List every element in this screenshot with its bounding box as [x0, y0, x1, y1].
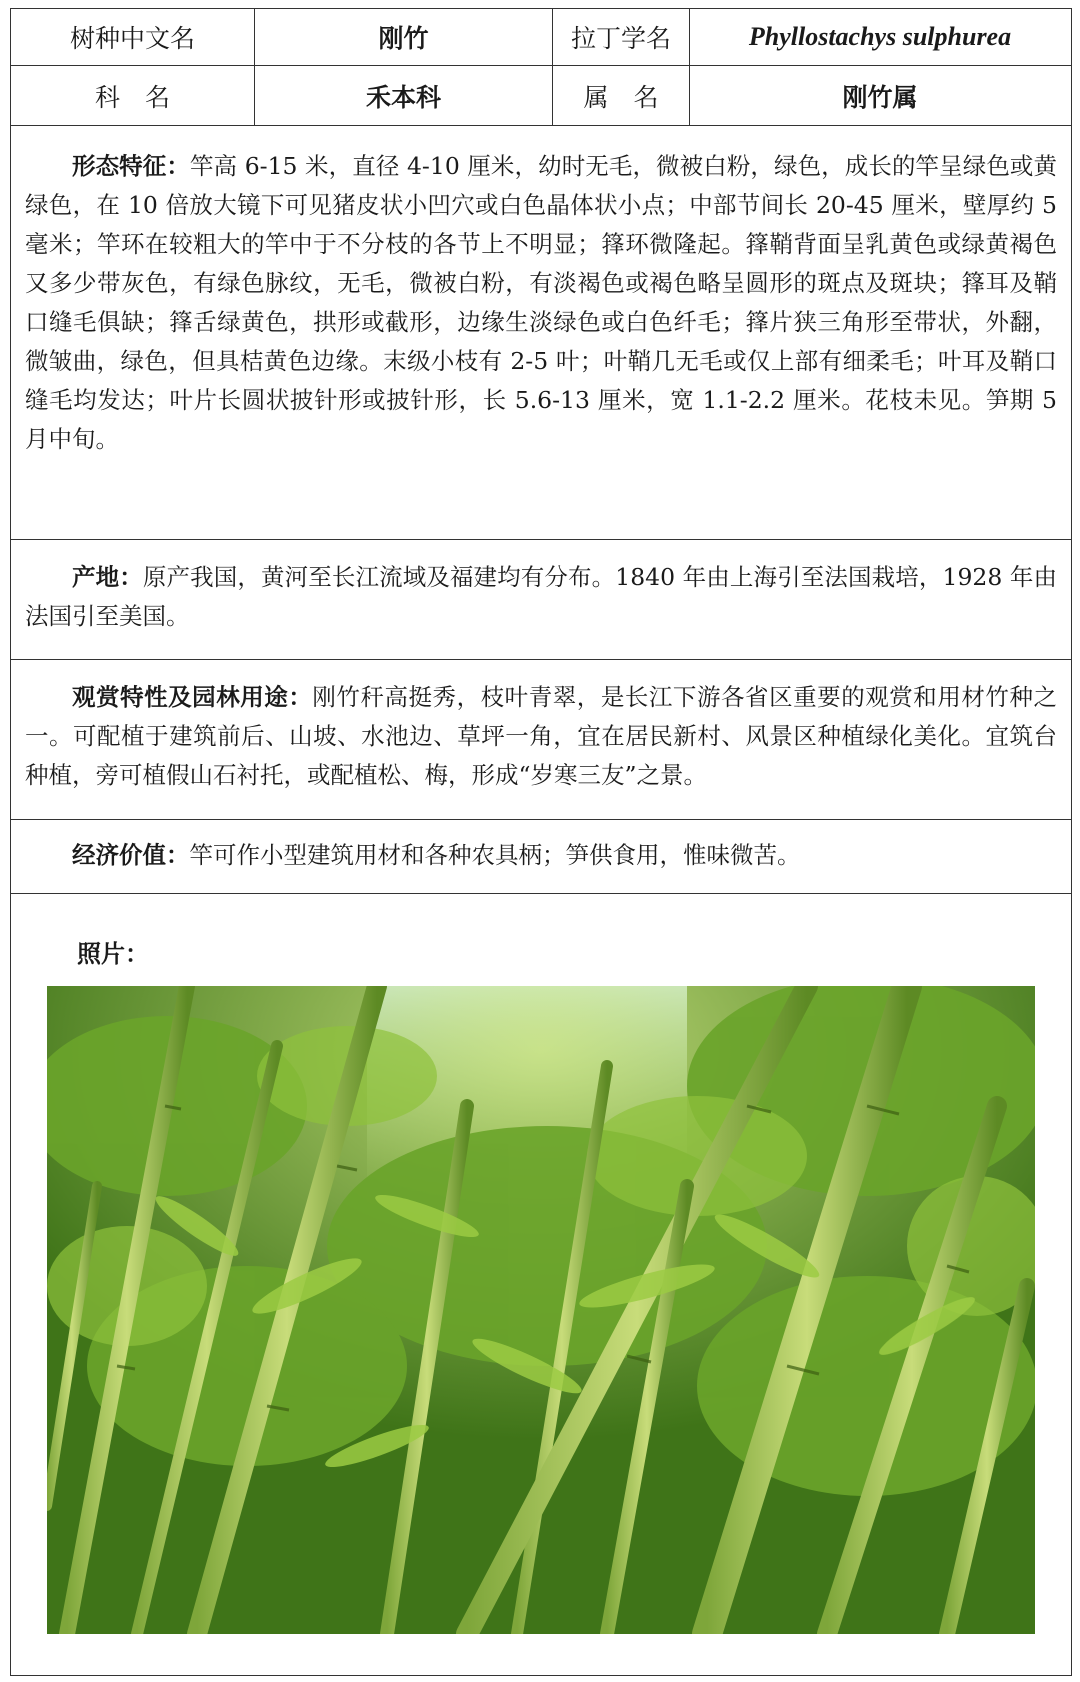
species-card: [10, 8, 1072, 1676]
header-row-1: [11, 9, 1071, 66]
ornamental-text: 刚竹秆高挺秀，枝叶青翠，是长江下游各省区重要的观赏和用材竹种之一。可配植于建筑前后、山坡、水池边、草坪一角，宜在居民新村、风景区种植绿化美化。宜筑台种植，旁可植假山石衬托，或配植松、梅，形成“岁寒三友”之景。: [25, 683, 1057, 789]
morphology-text: 竿高 6-15 米，直径 4-10 厘米，幼时无毛，微被白粉，绿色，成长的竿呈绿色或黄绿色，在 10 倍放大镜下可见猪皮状小凹穴或白色晶体状小点；中部节间长 20-45 厘米，壁厚约 5 毫米；竿环在较粗大的竿中于不分枝的各节上不明显；箨环微隆起。箨鞘背面呈乳黄色或绿黄褐色又多少带灰色，有绿色脉纹，无毛，微被白粉，有淡褐色或褐色略呈圆形的斑点及斑块；箨耳及鞘口缝毛俱缺；箨舌绿黄色，拱形或截形，边缘生淡绿色或白色纤毛；箨片狭三角形至带状，外翻，微皱曲，绿色，但具桔黄色边缘。末级小枝有 2-5 叶；叶鞘几无毛或仅上部有细柔毛；叶耳及鞘口缝毛均发达；叶片长圆状披针形或披针形，长 5.6-13 厘米，宽 1.1-2.2 厘米。花枝未见。笋期 5 月中旬。: [25, 152, 1057, 453]
genus-value: 刚竹属: [689, 66, 1070, 125]
origin-paragraph: [25, 558, 1057, 636]
ornamental-section: [11, 660, 1071, 820]
origin-heading: 产地：: [72, 563, 143, 591]
economic-section: [11, 820, 1071, 894]
photo-heading: 照片：: [77, 939, 149, 968]
photo-section: [11, 894, 1071, 1674]
header-row-2: [11, 66, 1071, 126]
morphology-paragraph: [25, 147, 1057, 459]
ornamental-heading: 观赏特性及园林用途：: [72, 683, 313, 711]
economic-text: 竿可作小型建筑用材和各种农具柄；笋供食用，惟味微苦。: [189, 841, 801, 869]
bamboo-illustration: [47, 986, 1035, 1634]
family-label: 科 名: [94, 82, 170, 112]
economic-paragraph: [25, 836, 1057, 875]
latin-name-value: Phyllostachys sulphurea: [689, 9, 1070, 65]
economic-heading: 经济价值：: [72, 841, 190, 869]
bamboo-grove-photo: [47, 986, 1035, 1634]
cn-name-value: 刚竹: [254, 9, 552, 65]
morphology-heading: 形态特征：: [72, 152, 190, 180]
origin-section: [11, 540, 1071, 660]
morphology-section: [11, 126, 1071, 540]
latin-name-label: 拉丁学名: [552, 9, 689, 65]
genus-label: 属 名: [552, 66, 689, 125]
origin-text: 原产我国，黄河至长江流域及福建均有分布。1840 年由上海引至法国栽培，1928 年由法国引至美国。: [25, 563, 1058, 630]
family-value: 禾本科: [254, 66, 552, 125]
ornamental-paragraph: [25, 678, 1057, 795]
cn-name-label: 树种中文名: [69, 24, 195, 53]
